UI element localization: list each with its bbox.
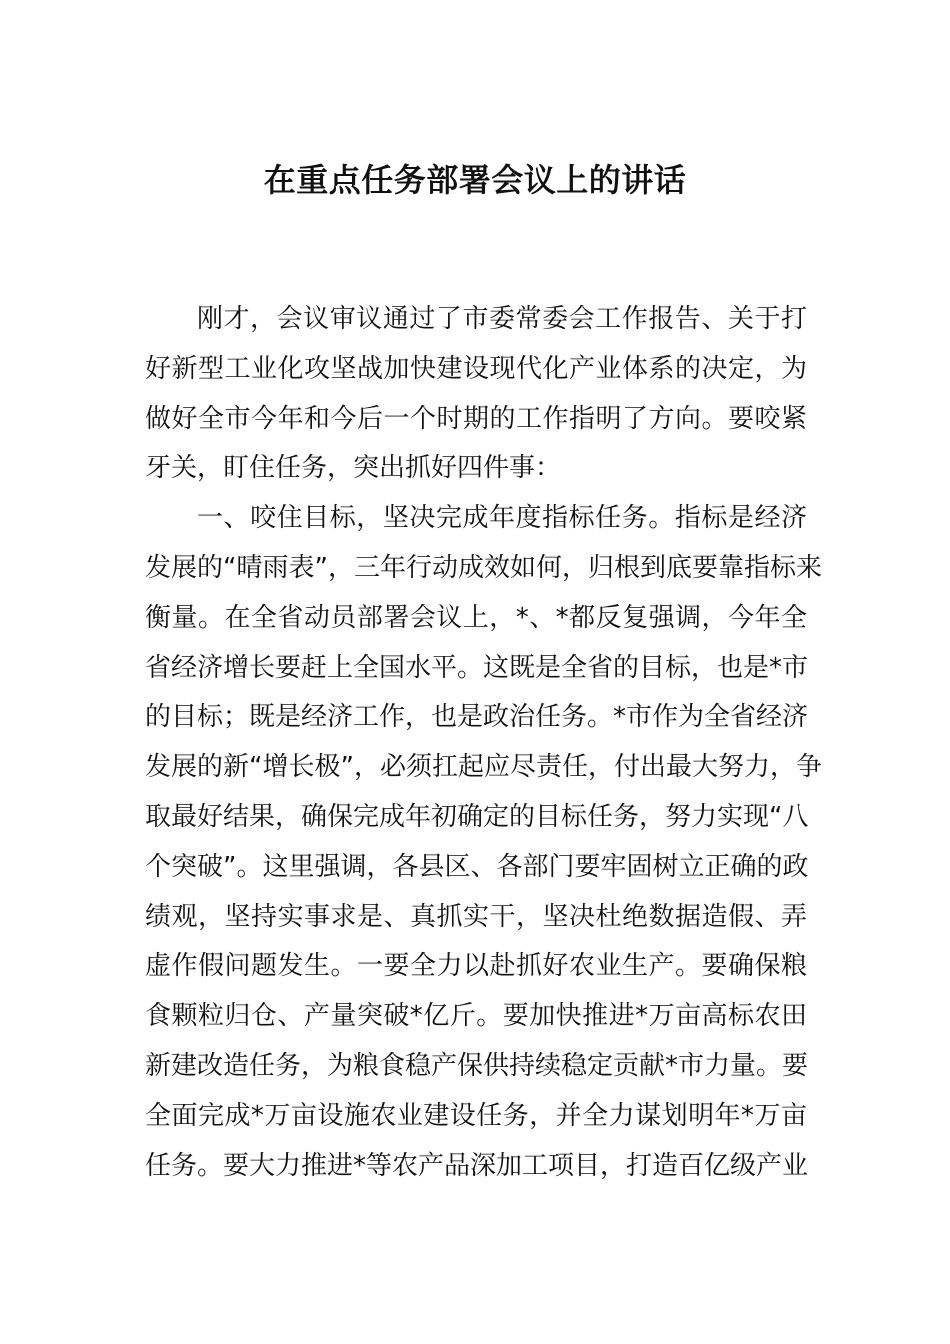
document-title: 在重点任务部署会议上的讲话 <box>263 161 687 199</box>
paragraph-line: 好新型工业化攻坚战加快建设现代化产业体系的决定，为 <box>145 353 807 384</box>
paragraph-line: 做好全市今年和今后一个时期的工作指明了方向。要咬紧 <box>145 403 807 434</box>
paragraph-line: 一、咬住目标，坚决完成年度指标任务。指标是经济 <box>197 503 807 534</box>
paragraph-line: 取最好结果，确保完成年初确定的目标任务，努力实现“八 <box>145 801 809 832</box>
paragraph-line: 衡量。在全省动员部署会议上，*、*都反复强调，今年全 <box>145 602 807 633</box>
paragraph-line: 个突破”。这里强调，各县区、各部门要牢固树立正确的政 <box>145 851 809 882</box>
paragraph-line: 全面完成*万亩设施农业建设任务，并全力谋划明年*万亩 <box>145 1100 807 1131</box>
paragraph-line: 发展的“晴雨表”，三年行动成效如何，归根到底要靠指标来 <box>145 552 822 583</box>
paragraph-line: 新建改造任务，为粮食稳产保供持续稳定贡献*市力量。要 <box>145 1050 809 1081</box>
paragraph-line: 的目标；既是经济工作，也是政治任务。*市作为全省经济 <box>145 702 809 733</box>
paragraph-line: 牙关，盯住任务，突出抓好四件事： <box>145 453 562 484</box>
paragraph-line: 刚才，会议审议通过了市委常委会工作报告、关于打 <box>197 304 807 334</box>
document-body <box>145 295 822 1191</box>
paragraph-line: 发展的新“增长极”，必须扛起应尽责任，付出最大努力，争 <box>145 752 822 783</box>
paragraph-line: 绩观，坚持实事求是、真抓实干，坚决杜绝数据造假、弄 <box>145 901 807 932</box>
paragraph-line: 虚作假问题发生。一要全力以赴抓好农业生产。要确保粮 <box>145 951 807 982</box>
paragraph-line: 食颗粒归仓、产量突破*亿斤。要加快推进*万亩高标农田 <box>145 1001 807 1032</box>
paragraph-line: 省经济增长要赶上全国水平。这既是全省的目标，也是*市 <box>145 652 809 683</box>
paragraph-line: 任务。要大力推进*等农产品深加工项目，打造百亿级产业 <box>145 1150 809 1181</box>
